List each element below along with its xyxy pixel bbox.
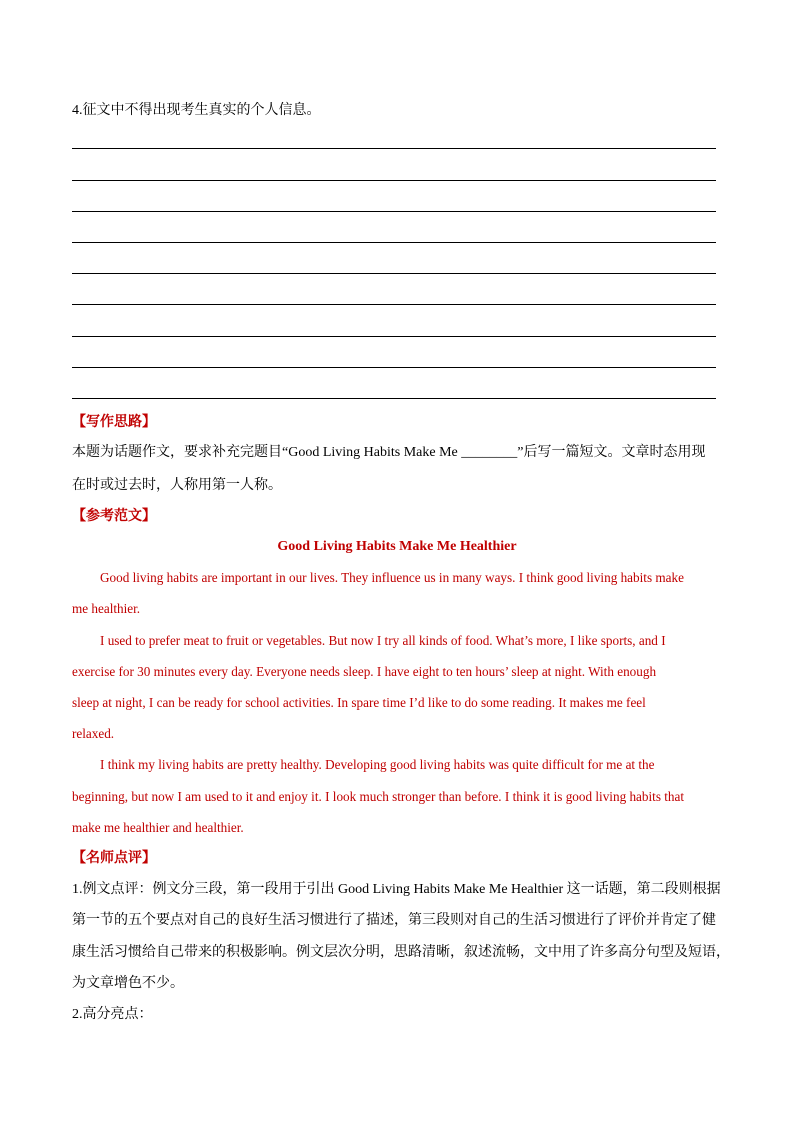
comment-line: 为文章增色不少。 xyxy=(72,976,184,991)
essay-line: I used to prefer meat to fruit or vegetables. But now I try all kinds of food. What’s more, I like sports, and I xyxy=(100,633,666,648)
writing-line xyxy=(72,336,716,337)
comment-line: 康生活习惯给自己带来的积极影响。例文层次分明，思路清晰，叙述流畅，文中用了许多高分句型及短语， xyxy=(72,945,730,960)
section-heading-sample: 【参考范文】 xyxy=(72,509,156,524)
writing-line xyxy=(72,148,716,149)
writing-line xyxy=(72,273,716,274)
section-heading-thinking: 【写作思路】 xyxy=(72,415,156,430)
thinking-line: 在时或过去时，人称用第一人称。 xyxy=(72,478,282,493)
essay-line: make me healthier and healthier. xyxy=(72,820,244,835)
comment-line: 第一节的五个要点对自己的良好生活习惯进行了描述，第三段则对自己的生活习惯进行了评价并肯定了健 xyxy=(72,913,716,928)
writing-line xyxy=(72,398,716,399)
writing-line xyxy=(72,367,716,368)
writing-line xyxy=(72,242,716,243)
essay-line: relaxed. xyxy=(72,726,115,741)
section-heading-comment: 【名师点评】 xyxy=(72,851,156,866)
thinking-line: 本题为话题作文，要求补充完题目“Good Living Habits Make Me ________”后写一篇短文。文章时态用现 xyxy=(72,445,706,460)
comment-line: 2.高分亮点： xyxy=(72,1007,153,1022)
essay-line: Good living habits are important in our lives. They influence us in many ways. I think good living habits make xyxy=(100,570,684,585)
writing-line xyxy=(72,304,716,305)
essay-line: exercise for 30 minutes every day. Everyone needs sleep. I have eight to ten hours’ sleep at night. With enough xyxy=(72,664,657,679)
essay-line: me healthier. xyxy=(72,601,141,616)
writing-line xyxy=(72,180,716,181)
essay-line: sleep at night, I can be ready for school activities. In spare time I’d like to do some reading. It makes me feel xyxy=(72,695,646,710)
writing-line xyxy=(72,211,716,212)
comment-line: 1.例文点评：例文分三段，第一段用于引出 Good Living Habits Make Me Healthier 这一话题，第二段则根据 xyxy=(72,882,721,897)
requirement-4: 4.征文中不得出现考生真实的个人信息。 xyxy=(72,103,321,118)
essay-line: I think my living habits are pretty healthy. Developing good living habits was quite difficult for me at the xyxy=(100,757,655,772)
essay-title: Good Living Habits Make Me Healthier xyxy=(277,539,517,554)
essay-line: beginning, but now I am used to it and enjoy it. I look much stronger than before. I think it is good living habits that xyxy=(72,789,685,804)
